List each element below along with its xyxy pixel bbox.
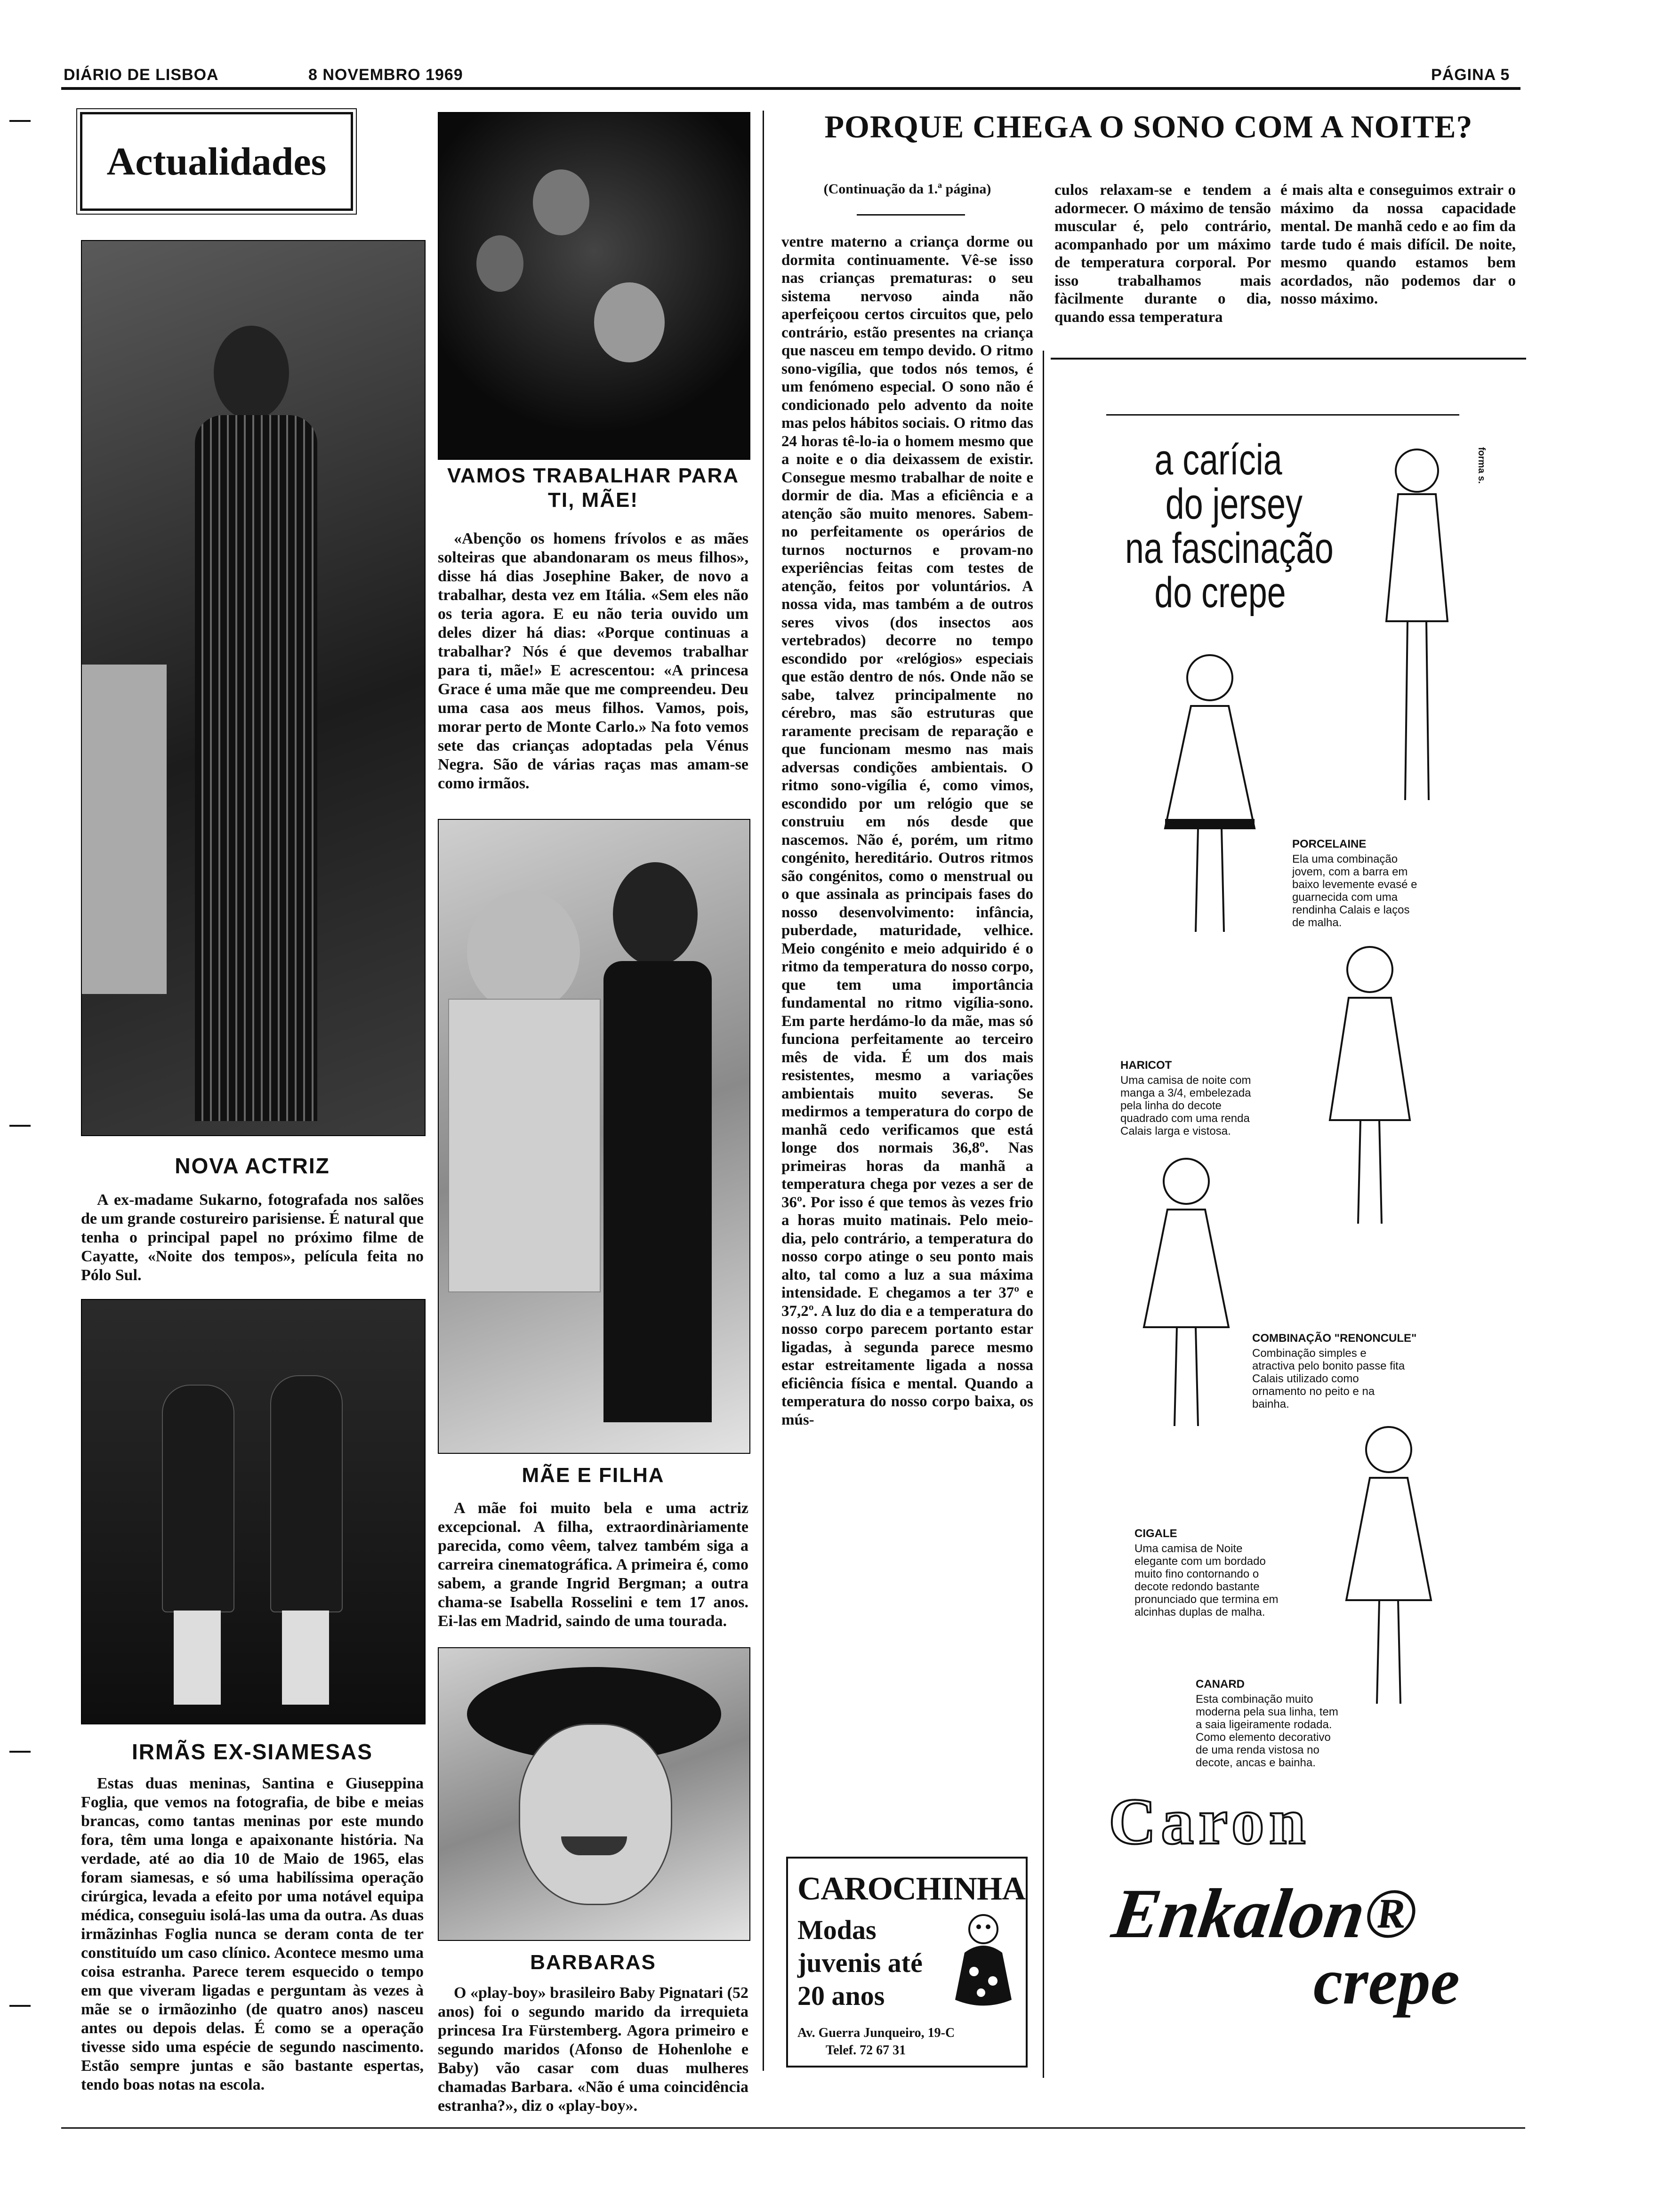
margin-mark (9, 2005, 31, 2007)
figure-cigale-icon (1332, 1421, 1445, 1713)
page-number: PÁGINA 5 (1431, 66, 1510, 84)
ladybug-doll-icon (950, 1910, 1016, 2014)
story-title-vamos: VAMOS TRABALHAR PARA TI, MÃE! (447, 464, 740, 512)
item-desc-canard: Esta combinação muito moderna pela sua linha, tem a saia ligeiramente rodada. Como elemento decorativo de uma renda vistosa no decote, ancas e bainha. (1196, 1693, 1338, 1769)
ad-credit: forma s. (1476, 447, 1487, 484)
article-col-c: é mais alta e conseguimos extrair o máximo da nossa capacidade mental. De manhã cedo e ao fim da tarde tudo é mais difícil. De noite, mesmo quando estamos bem acordados, não podemos dar o nosso máximo. (1280, 182, 1516, 307)
margin-mark (9, 1751, 31, 1753)
story-text-mae-filha: A mãe foi muito bela e uma actriz excepcional. A filha, extraordinàriamente parecida, como vêem, talvez também siga a carreira cinematográfica. A primeira é, como sabem, a grande Ingrid Bergman; a outra chama-se Isabella Rosselini e tem 17 anos. Ei-las em Madrid, saindo de uma tourada. (438, 1499, 748, 1630)
ad-inner-rule (1106, 414, 1459, 416)
figure-haricot-icon (1313, 941, 1426, 1233)
item-name-renoncule: COMBINAÇÃO "RENONCULE" (1252, 1332, 1417, 1345)
carochinha-address: Av. Guerra Junqueiro, 19-C (797, 2026, 955, 2040)
section-title: Actualidades (106, 139, 327, 184)
margin-mark (9, 1125, 31, 1127)
brand-crepe: crepe (1313, 1945, 1460, 2018)
photo-baker-children (438, 112, 750, 460)
story-text-irmas: Estas duas meninas, Santina e Giuseppina Foglia, que vemos na fotografia, de bibe e meias brancas, como tantas meninas por este mundo fora, têm uma longa e apaixonante história. Na verdade, até ao dia 10 de Maio de 1965, elas foram siamesas, e só uma habilíssima operação cirúrgica, levada a efeito por uma notável equipa médica, conseguiu isolá-las uma da outra. As duas irmãzinhas Foglia nunca se deram conta de ter constituído um caso clínico. Acontece mesmo uma coisa estranha. Parece terem esquecido o tempo em que viveram ligadas e perguntam às vezes à mãe se o irmãozinho (de quatro anos) nasceu antes ou depois delas. É como se a operação tivesse sido uma espécie de segundo nascimento. Estão sempre juntas e são bastante espertas, tendo boas notas na escola. (81, 1775, 424, 2093)
brand-enkalon: Enkalon® (1108, 1875, 1423, 1953)
ad-carochinha (786, 1857, 1028, 2068)
newspaper-name: DIÁRIO DE LISBOA (64, 66, 219, 84)
item-name-porcelaine: PORCELAINE (1292, 838, 1367, 850)
figure-renoncule-icon (1130, 1153, 1243, 1435)
item-name-cigale: CIGALE (1134, 1527, 1177, 1540)
photo-siamese-sisters (81, 1299, 426, 1724)
story-title-mae-filha: MÃE E FILHA (522, 1464, 665, 1487)
column-divider (763, 111, 764, 2071)
carochinha-phone: Telef. 72 67 31 (826, 2043, 906, 2058)
story-text-nova-actriz: A ex-madame Sukarno, fotografada nos salões de um grande costureiro parisiense. É natural que tenha o principal papel no próximo filme de Cayatte, «Noite dos tempos», película feita no Pólo Sul. (81, 1191, 424, 1284)
item-name-haricot: HARICOT (1120, 1059, 1172, 1072)
continuation-note: (Continuação da 1.ª página) (823, 181, 991, 197)
article-col-a: ventre materno a criança dorme ou dormita continuamente. Vê-se isso nas crianças prematuras: o seu sistema nervoso ainda não aperfeiçoou certos circuitos que, pelo contrário, estão presentes na criança que nasceu em tempo devido. O ritmo sono-vigília, que todos nós temos, é um fenómeno especial. O sono não é condicionado pelo advento da noite mas pelos hábitos sociais. O ritmo das 24 horas tê-lo-ia o homem mesmo que a noite e o dia deixassem de existir. Consegue mesmo trabalhar de noite e dormir de dia. Mas a eficiência e a atenção são muito menores. Sabem-no perfeitamente os operários de turnos nocturnos e provam-no experiências feitas com testes de atenção, feitos por voluntários. A nossa vida, mas também a de outros seres vivos (dos insectos aos vertebrados) decorre no tempo escondido por «relógios» especiais que estão dentro de nós. Onde não se sabe, talvez principalmente no cérebro, mas são estruturas que raramente precisam de reparação e que funcionam mesmo nas mais adversas condições ambientais. O ritmo sono-vigília é, como vimos, escondido por um relógio que se construiu em nós desde que nascemos. Não é, porém, um ritmo congénito, hereditário. Outros ritmos são congénitos, como o menstrual ou o que assinala as principais fases do nosso desenvolvimento: infância, puberdade, maturidade, velhice. Meio congénito e meio adquirido é o ritmo da temperatura do nosso corpo, que tem uma importância fundamental no ritmo vigília-sono. Em parte herdámo-lo da mãe, mas só funciona perfeitamente ao terceiro mês de vida. É um dos mais resistentes, mesmo a variações ambientais muito severas. Se medirmos a temperatura do corpo de manhã cedo verificamos que está longe dos normais 36,8º. Nas primeiras horas da manhã a temperatura chega por vezes a ser de 36º. Por isso é que temos às vezes frio a horas muito matinais. Pelo meio-dia, pelo contrário, a temperatura do nosso corpo atinge o seu ponto mais alto, tal como a luz a sua máxima intensidade. E chegamos a ter 37º e 37,2º. A luz do dia e a temperatura do nosso corpo parecem portanto estar ligadas, à segunda parece mesmo estar estreitamente ligada a nossa eficiência física e mental. Quando a temperatura do nosso corpo baixa, os mús- (781, 233, 1033, 1428)
issue-date: 8 NOVEMBRO 1969 (308, 66, 463, 84)
story-title-irmas: IRMÃS EX-SIAMESAS (132, 1739, 373, 1764)
figure-illustration-icon (1365, 442, 1469, 819)
header-rule (61, 87, 1520, 90)
section-banner (80, 112, 353, 211)
photo-pignatari (438, 1647, 750, 1941)
article-col-b: culos relaxam-se e tendem a adormecer. O máximo de tensão muscular é, pelo contrário, acompanhado por um máximo de temperatura corporal. Por isso trabalhamos mais fàcilmente durante o dia, quando essa temperatura (1054, 182, 1271, 326)
article-title: PORQUE CHEGA O SONO COM A NOITE? (824, 109, 1473, 144)
carochinha-name: CAROCHINHA (797, 1871, 1025, 1907)
ad-border-top (1051, 358, 1526, 360)
story-text-barbaras: O «play-boy» brasileiro Baby Pignatari (52 anos) foi o segundo marido da irrequieta princesa Ira Fürstemberg. Agora primeiro e segundo maridos (Afonso de Hohenlohe e Baby) vão casar com duas mulheres chamadas Barbara. «Não é uma coincidência estranha?», diz o «play-boy». (438, 1984, 748, 2115)
item-desc-renoncule: Combinação simples e atractiva pelo bonito passe fita Calais utilizado como ornamento no peito e na bainha. (1252, 1347, 1405, 1411)
figure-porcelaine-icon (1149, 649, 1271, 941)
story-title-barbaras: BARBARAS (530, 1951, 656, 1974)
brand-caron: Caron (1109, 1785, 1311, 1858)
item-desc-haricot: Uma camisa de noite com manga a 3/4, embelezada pela linha do decote quadrado com uma renda Calais larga e vistosa. (1120, 1074, 1251, 1138)
photo-mother-daughter (438, 819, 750, 1454)
item-desc-cigale: Uma camisa de Noite elegante com um bordado muito fino contornando o decote redondo bastante pronunciado que termina em alcinhas duplas de malha. (1134, 1542, 1279, 1619)
carochinha-line1: Modas (797, 1915, 877, 1945)
story-text-vamos: «Abençõo os homens frívolos e as mães solteiras que abandonaram os meus filhos», disse há dias Josephine Baker, de novo a trabalhar, desta vez em Itália. «Sem eles não os teria agora. E eu não teria ouvido um deles dizer há dias: «Porque continuas a trabalhar? Nós é que devemos trabalhar para ti, mãe!» E acrescentou: «A princesa Grace é uma mãe que me compreendeu. Deu uma casa aos meus filhos. Vamos, pois, morar perto de Monte Carlo.» Na foto vemos sete das crianças adoptadas pela Vénus Negra. São de várias raças mas amam-se como irmãos. (438, 530, 748, 792)
caron-slogan: a carícia do jersey na fascinação do crepe (1125, 436, 1334, 617)
item-desc-porcelaine: Ela uma combinação jovem, com a barra em baixo levemente evasé e guarnecida com uma rendinha Calais e laços de malha. (1292, 853, 1417, 929)
margin-mark (9, 120, 31, 122)
story-title-nova-actriz: NOVA ACTRIZ (175, 1154, 330, 1178)
carochinha-line3: 20 anos (797, 1980, 885, 2011)
item-name-canard: CANARD (1196, 1678, 1245, 1691)
photo-new-actress (81, 240, 426, 1136)
article-divider (857, 214, 965, 216)
ad-border-left (1043, 351, 1044, 2078)
carochinha-line2: juvenis até (797, 1948, 923, 1978)
footer-rule (61, 2127, 1525, 2129)
